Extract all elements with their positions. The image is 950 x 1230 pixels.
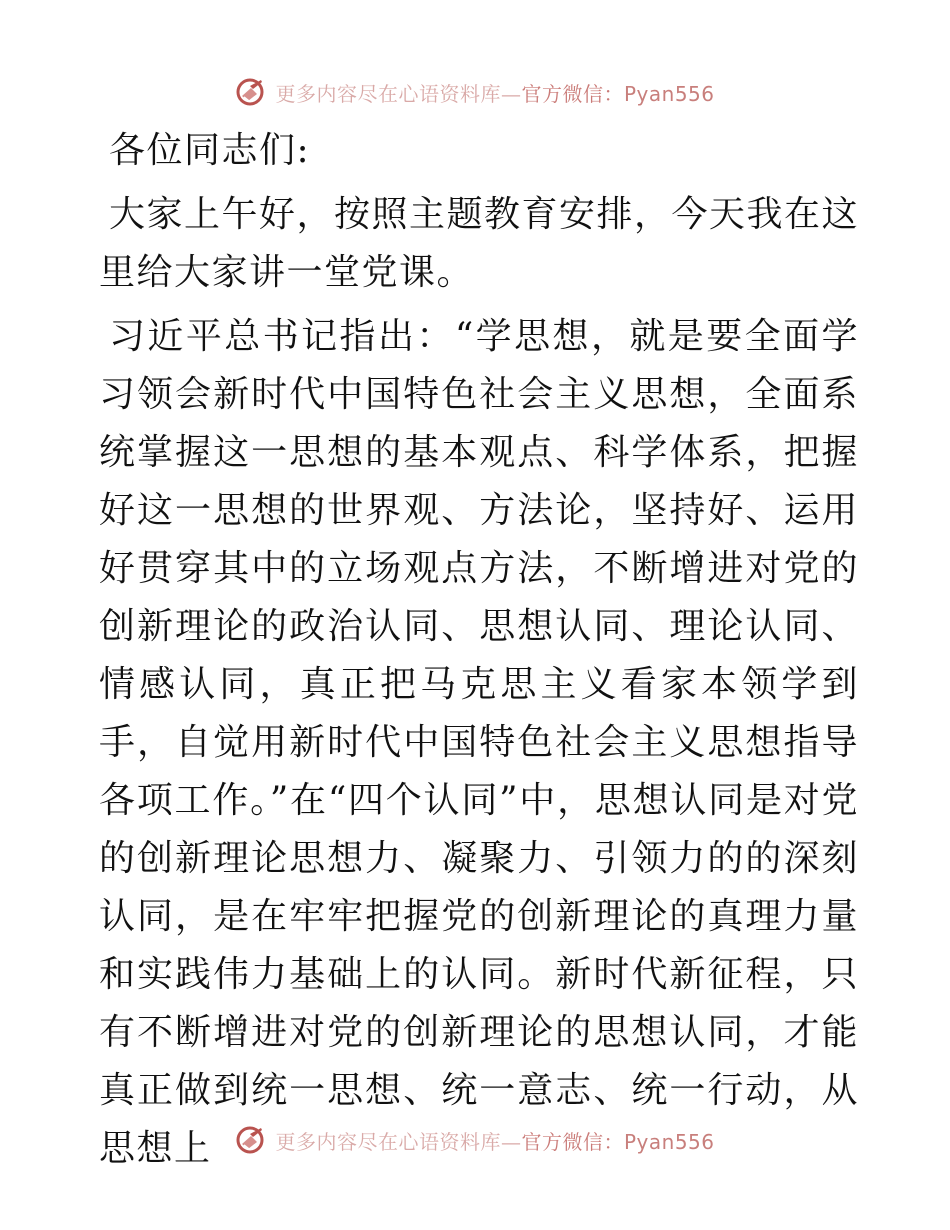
header-watermark bbox=[0, 72, 950, 112]
salutation: 各位同志们: bbox=[109, 130, 311, 171]
document-body bbox=[99, 122, 859, 1184]
watermark-text bbox=[275, 78, 714, 107]
watermark-handle: Pyan556 bbox=[623, 81, 715, 106]
watermark-lead: 更多内容尽在心语资料库 bbox=[275, 81, 501, 106]
watermark-separator: — bbox=[500, 81, 522, 106]
book-pen-logo-icon bbox=[235, 1124, 267, 1156]
watermark-tail: 官方微信： bbox=[521, 81, 624, 106]
watermark-text bbox=[275, 1126, 714, 1155]
watermark-handle: Pyan556 bbox=[623, 1129, 715, 1154]
watermark-separator: — bbox=[500, 1129, 522, 1154]
watermark-lead: 更多内容尽在心语资料库 bbox=[275, 1129, 501, 1154]
book-pen-logo-icon bbox=[235, 76, 267, 108]
watermark-tail: 官方微信： bbox=[521, 1129, 624, 1154]
paragraph-quote: 习近平总书记指出：“学思想，就是要全面学习领会新时代中国特色社会主义思想，全面系统掌握这一思想的基本观点、科学体系，把握好这一思想的世界观、方法论，坚持好、运用好贯穿其中的立场观点方法，不断增进对党的创新理论的政治认同、思想认同、理论认同、情感认同，真正把马克思主义看家本领学到手，自觉用新时代中国特色社会主义思想指导各项工作。”在“四个认同”中，思想认同是对党的创新理论思想力、凝聚力、引领力的的深刻认同，是在牢牢把握党的创新理论的真理力量和实践伟力基础上的认同。新时代新征程，只有不断增进对党的创新理论的思想认同，才能真正做到统一思想、统一意志、统一行动，从思想上 bbox=[99, 316, 859, 1169]
footer-watermark bbox=[0, 1120, 950, 1160]
paragraph-greeting: 大家上午好，按照主题教育安排，今天我在这里给大家讲一堂党课。 bbox=[99, 194, 860, 293]
